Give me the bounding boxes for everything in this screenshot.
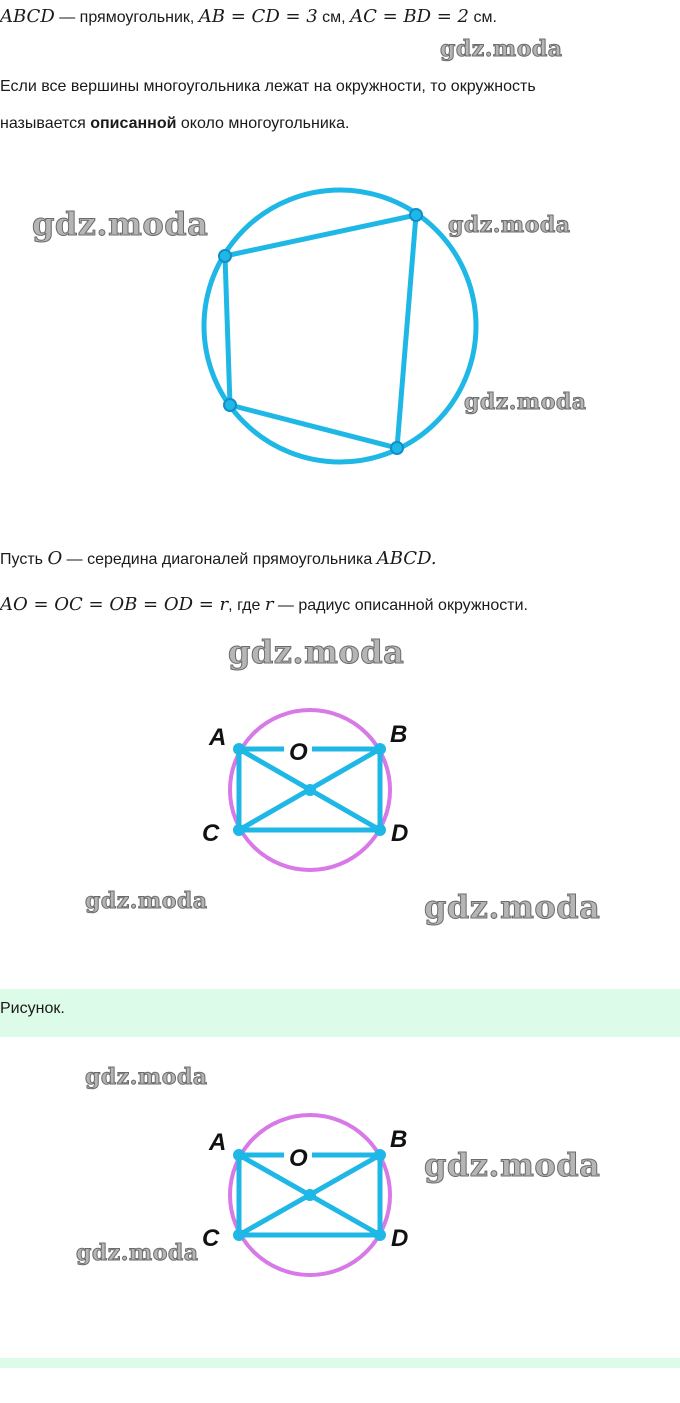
math-ab-cd: AB = CD = 3 — [198, 6, 318, 27]
watermark: gdz.moda — [464, 389, 587, 415]
vertex-point — [224, 399, 236, 411]
text-fragment: — радиус описанной окружности. — [273, 597, 528, 614]
text-fragment: см, — [317, 9, 351, 26]
watermark: gdz.moda — [440, 36, 563, 62]
label-d: D — [391, 820, 409, 847]
quadrilateral — [225, 215, 416, 448]
vertex-point — [410, 209, 422, 221]
label-o: O — [289, 739, 308, 766]
watermark: gdz.moda — [32, 205, 209, 243]
label-b: B — [390, 721, 408, 748]
math-ac-bd: AC = BD = 2 — [350, 6, 470, 27]
vertex-b — [374, 1149, 386, 1161]
term-inscribed: описанной — [90, 115, 177, 132]
watermark: gdz.moda — [448, 212, 571, 238]
figure-caption: Рисунок. — [0, 1000, 65, 1017]
let-o-line — [0, 548, 437, 569]
vertex-a — [233, 1149, 245, 1161]
math-radius-equality: AO = OC = OB = OD = r — [0, 594, 229, 615]
label-c: C — [202, 820, 220, 847]
math-abcd: ABCD. — [376, 548, 437, 569]
statement-line — [0, 6, 497, 27]
center-point — [304, 1189, 316, 1201]
vertex-d — [374, 824, 386, 836]
watermark: gdz.moda — [85, 1064, 208, 1090]
vertex-d — [374, 1229, 386, 1241]
math-abcd: ABCD — [0, 6, 55, 27]
text-fragment: Пусть — [0, 551, 48, 568]
caption-band — [0, 989, 680, 1037]
label-o: O — [289, 1145, 308, 1172]
text-fragment: — прямоугольник, — [54, 9, 199, 26]
text-fragment: называется — [0, 115, 91, 132]
vertex-a — [233, 743, 245, 755]
vertex-c — [233, 1229, 245, 1241]
vertex-point — [219, 250, 231, 262]
center-point — [304, 784, 316, 796]
watermark: gdz.moda — [424, 1146, 601, 1184]
math-r: r — [264, 594, 274, 615]
vertex-point — [391, 442, 403, 454]
label-c: C — [202, 1225, 220, 1252]
math-o: O — [47, 548, 63, 569]
watermark: gdz.moda — [424, 888, 601, 926]
rectangle-in-circle-figure — [0, 700, 680, 880]
text-fragment: , где — [228, 597, 265, 614]
watermark: gdz.moda — [76, 1240, 199, 1266]
vertex-b — [374, 743, 386, 755]
label-b: B — [390, 1126, 408, 1153]
watermark: gdz.moda — [85, 888, 208, 914]
vertex-c — [233, 824, 245, 836]
label-a: A — [209, 1129, 227, 1156]
text-fragment: — середина диагоналей прямоугольника — [62, 551, 377, 568]
definition-line-2 — [0, 115, 349, 133]
watermark: gdz.moda — [228, 633, 405, 671]
definition-line-1: Если все вершины многоугольника лежат на окружности, то окружность — [0, 78, 536, 95]
label-d: D — [391, 1225, 409, 1252]
text-fragment: см. — [469, 9, 497, 26]
bottom-band — [0, 1358, 680, 1368]
radius-line — [0, 594, 528, 615]
label-a: A — [209, 724, 227, 751]
text-fragment: около многоугольника. — [176, 115, 350, 132]
